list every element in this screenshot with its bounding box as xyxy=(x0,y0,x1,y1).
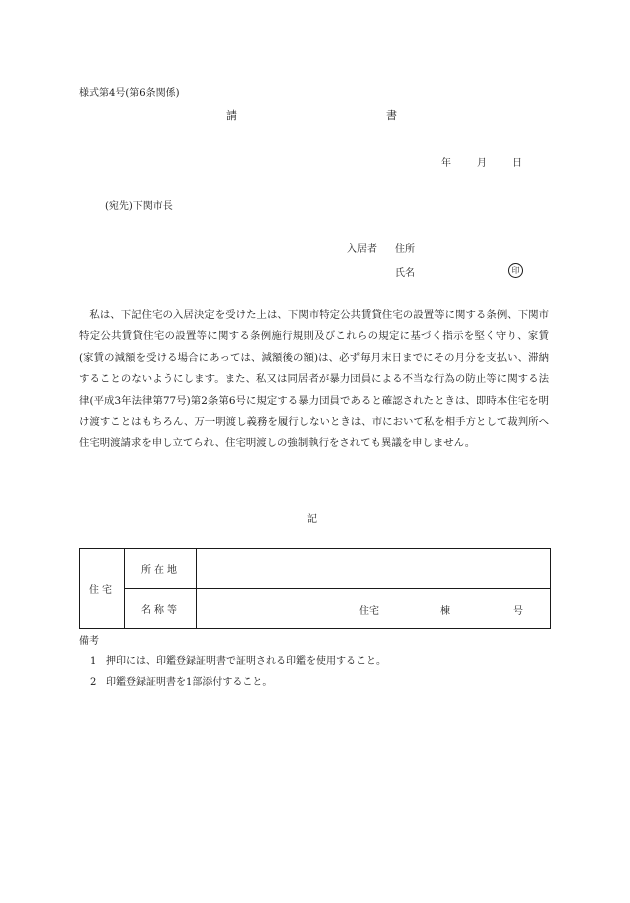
housing-category-cell: 住宅 xyxy=(80,549,125,629)
applicant-address-label: 住所 xyxy=(395,244,415,255)
document-title-part2: 書 xyxy=(386,109,397,122)
seal-mark: 印 xyxy=(508,263,523,278)
applicant-name-label: 氏名 xyxy=(395,268,415,279)
name-label-cell: 名称等 xyxy=(125,589,197,629)
remark-item-text: 押印には、印鑑登録証明書で証明される印鑑を使用すること。 xyxy=(106,656,386,667)
housing-table xyxy=(79,548,551,629)
pledge-body-text: 私は、下記住宅の入居決定を受けた上は、下関市特定公共賃貸住宅の設置等に関する条例、下関市特定公共賃貸住宅の設置等に関する条例施行規則及びこれらの規定に基づく指示を堅く守り、家賃(家賃の減額を受ける場合にあっては、減額後の額)は、必ず毎月末日までにその月分を支払い、滞納することのないようにします。また、私又は同居者が暴力団員による不当な行為の防止等に関する法律(平成3年法律第77号)第2条第6号に規定する暴力団員であると確認されたときは、即時本住宅を明け渡すことはもちろん、万一明渡し義務を履行しないときは、市において私を相手方として裁判所へ住宅明渡請求を申し立てられ、住宅明渡しの強制執行をされても異議を申しません。 xyxy=(79,309,549,450)
building-unit-label: 棟 xyxy=(440,606,450,617)
location-value-cell xyxy=(197,549,551,589)
remark-item-number: 1 xyxy=(90,656,97,667)
document-title-part1: 請 xyxy=(226,109,237,122)
number-unit-label: 号 xyxy=(513,606,523,617)
remark-item-1 xyxy=(90,652,386,667)
date-month-label: 月 xyxy=(477,158,487,169)
location-row xyxy=(80,549,551,589)
applicant-role-label: 入居者 xyxy=(347,244,377,255)
date-day-label: 日 xyxy=(512,158,522,169)
ki-heading: 記 xyxy=(307,514,317,525)
housing-unit-label: 住宅 xyxy=(359,606,379,617)
remark-item-2 xyxy=(90,673,272,688)
name-row xyxy=(80,589,551,629)
addressee: (宛先)下関市長 xyxy=(105,201,173,212)
location-label-cell: 所在地 xyxy=(125,549,197,589)
date-year-label: 年 xyxy=(441,158,451,169)
remark-item-number: 2 xyxy=(90,677,97,688)
remarks-title: 備考 xyxy=(79,636,99,647)
name-value-cell xyxy=(197,589,551,629)
form-number-label: 様式第4号(第6条関係) xyxy=(79,88,180,99)
remark-item-text: 印鑑登録証明書を1部添付すること。 xyxy=(106,677,273,688)
